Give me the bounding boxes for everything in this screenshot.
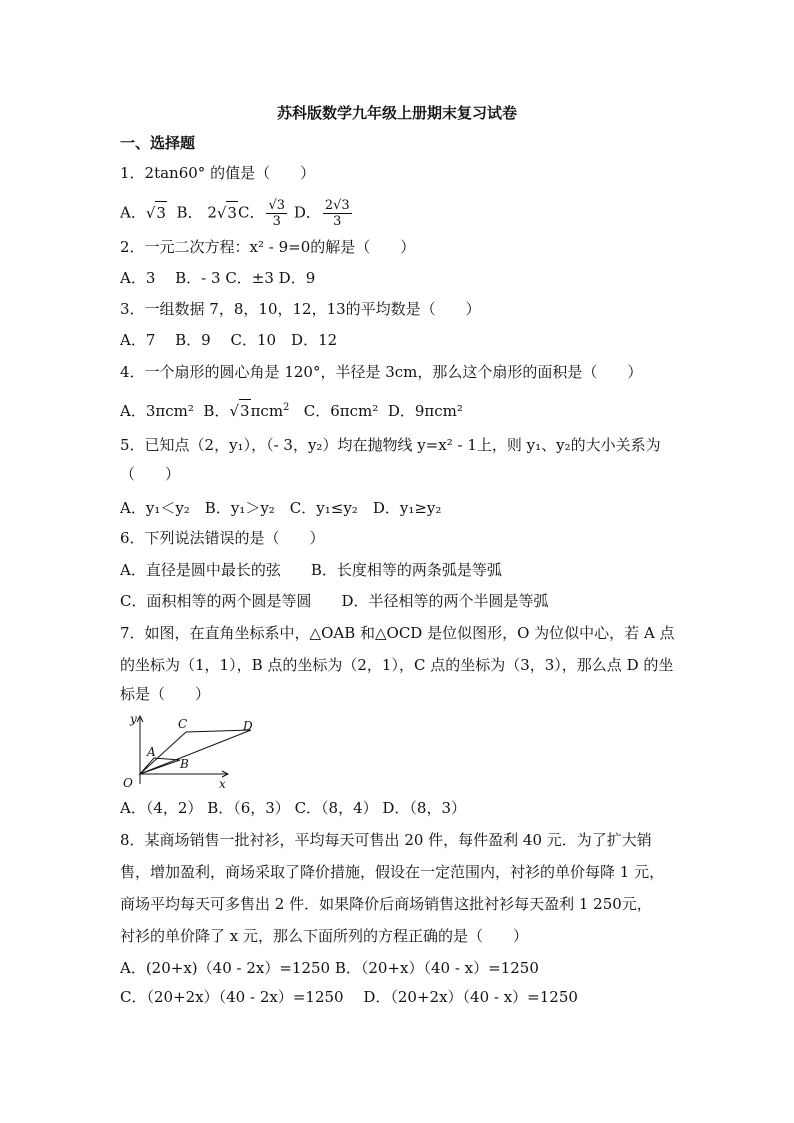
option-d: D．9πcm²: [387, 402, 463, 420]
point-a-label: A: [147, 745, 156, 759]
question-4-options: [120, 397, 463, 422]
point-b-label: B: [180, 757, 189, 771]
question-8-options-ab: A．(20+x)（40 - 2x）=1250 B．（20+x）（40 - x）=1250: [120, 959, 539, 977]
denominator: 3: [333, 214, 342, 229]
option-b-rest: πcm: [250, 402, 284, 420]
option-b-coef: 2: [207, 203, 217, 222]
question-8-stem-cont2: 商场平均每天可多售出 2 件．如果降价后商场销售这批衬衫每天盈利 1 250元，: [120, 895, 652, 913]
question-7-stem-cont1: 的坐标为（1，1），B 点的坐标为（2，1），C 点的坐标为（3，3），那么点 D 的坐: [120, 656, 674, 674]
question-7-options: A．（4，2） B．（6，3） C．（8，4） D．（8，3）: [120, 799, 467, 817]
radicand: 3: [276, 198, 286, 213]
option-b-label: B．: [176, 203, 203, 222]
coef: 2: [324, 198, 334, 213]
radicand: 3: [239, 399, 251, 422]
question-6-stem: 6．下列说法错误的是（ ）: [120, 529, 325, 547]
y-axis-label: y: [130, 712, 137, 726]
question-8-stem-cont1: 售，增加盈利，商场采取了降价措施，假设在一定范围内，衬衫的单价每降 1 元，: [120, 863, 665, 881]
question-5-stem-cont: （ ）: [120, 465, 181, 483]
question-7-stem: 7．如图，在直角坐标系中，△OAB 和△OCD 是位似图形，O 为位似中心，若 A 点: [120, 624, 675, 642]
question-4-stem: 4．一个扇形的圆心角是 120°，半径是 3cm，那么这个扇形的面积是（ ）: [120, 363, 643, 381]
question-3-stem: 3．一组数据 7，8，10，12，13的平均数是（ ）: [120, 300, 481, 318]
option-b-sqrt: √ 3: [229, 399, 250, 422]
option-c-fraction: [266, 198, 287, 229]
x-axis-label: x: [219, 777, 226, 791]
option-d-fraction: [323, 198, 352, 229]
option-a-sqrt: √ 3: [146, 201, 167, 224]
radicand: 3: [226, 201, 238, 224]
question-5-options: A．y₁＜y₂ B．y₁＞y₂ C．y₁≤y₂ D．y₁≥y₂: [120, 499, 442, 517]
triangle-ocd: [140, 730, 251, 774]
question-5-stem: 5．已知点（2，y₁），（- 3，y₂）均在抛物线 y=x² - 1上，则 y₁、y₂的大小关系为: [120, 436, 661, 454]
question-1-stem: 1．2tan60° 的值是（ ）: [120, 164, 316, 182]
option-b-sqrt: √ 3: [217, 201, 238, 224]
radicand: 3: [341, 198, 350, 213]
question-8-stem: 8．某商场销售一批衬衫，平均每天可售出 20 件，每件盈利 40 元．为了扩大销: [120, 831, 652, 849]
numerator: 2√3: [324, 198, 350, 213]
question-6-options-ab: A．直径是圆中最长的弦 B．长度相等的两条弧是等弧: [120, 561, 502, 579]
question-1-options: [120, 198, 354, 229]
question-7-stem-cont2: 标是（ ）: [120, 685, 211, 703]
numerator: √3: [268, 198, 286, 213]
question-2-options: A．3 B．- 3 C．±3 D．9: [120, 269, 316, 287]
section-heading: 一、选择题: [120, 134, 196, 152]
question-3-options: A．7 B．9 C．10 D．12: [120, 331, 338, 349]
option-a-label: A．: [120, 203, 146, 222]
question-8-stem-cont3: 衬衫的单价降了 x 元，那么下面所列的方程正确的是（ ）: [120, 927, 528, 945]
radicand: 3: [155, 201, 167, 224]
point-c-label: C: [178, 717, 188, 731]
question-8-options-cd: C．（20+2x）（40 - 2x）=1250 D．（20+2x）（40 - x）=1250: [120, 988, 578, 1006]
denominator: 3: [272, 214, 281, 229]
question-2-stem: 2．一元二次方程：x² - 9=0的解是（ ）: [120, 238, 416, 256]
option-c: C．6πcm²: [303, 402, 379, 420]
option-b-label: B．: [203, 402, 230, 420]
option-b-sup: 2: [283, 402, 290, 413]
point-d-label: D: [243, 719, 253, 733]
option-a: A．3πcm²: [120, 402, 194, 420]
page-title: 苏科版数学九年级上册期末复习试卷: [276, 104, 517, 122]
option-d-label: D．: [293, 203, 321, 222]
question-6-options-cd: C．面积相等的两个圆是等圆 D．半径相等的两个半圆是等弧: [120, 592, 549, 610]
option-c-label: C．: [237, 203, 265, 222]
coordinate-figure: [118, 712, 268, 792]
origin-label: O: [123, 776, 133, 790]
